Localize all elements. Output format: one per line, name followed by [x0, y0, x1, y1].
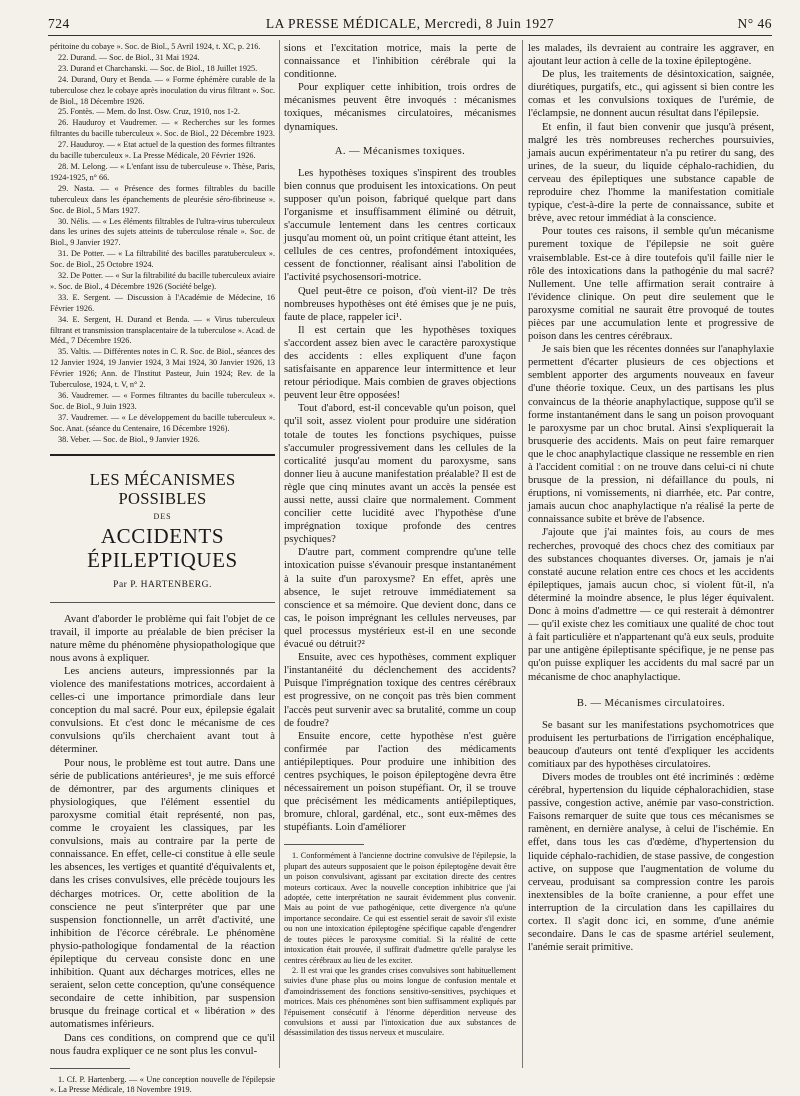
- column-2: [284, 42, 516, 1072]
- footnote: 1. Conformément à l'ancienne doctrine convulsive de l'épilepsie, la plupart des auteurs supposaient que le poison épileptogène devait être un poison convulsivant, agissant par excitation directe des centres moteurs corticaux. Avec la nouvelle conception inhibitrice que j'ai adoptée, cette interprétation ne saurait évidemment plus convenir. Mais au point de vue pathogénique, cette divergence n'a qu'une importance secondaire. Ce qui est essentiel serait de savoir s'il existe ou non une intoxication épileptogène spécifique capable d'engendrer de toutes pièces le paroxysme comitial. Si la réalité de cette intoxication était prouvée, il suffirait d'admettre qu'elle paralyse les centres cérébraux au lieu de les exciter.: [284, 851, 516, 965]
- reference-item: 28. M. Lelong. — « L'enfant issu de tuberculeuse ». Thèse, Paris, 1924-1925, n° 66.: [50, 161, 275, 182]
- body-paragraph: Pour expliquer cette inhibition, trois ordres de mécanismes peuvent être invoqués : mécanismes toxiques, mécanismes circulatoires, mécanismes dynamiques.: [284, 82, 516, 133]
- body-paragraph: Et enfin, il faut bien convenir que jusqu'à présent, malgré les très nombreuses recherches poursuivies, jamais aucun expérimentateur n'a pu retirer du sang, des urines, de la sueur, du liquide céphalo-rachidien, du cerveau des épileptiques une substance capable de reproduire chez l'homme la manifestation comitiale typique, c'est-à-dire la perte de connaissance, subite et brève, avec retour immédiat à la conscience.: [528, 121, 774, 225]
- reference-item: 24. Durand, Oury et Benda. — « Forme éphémère curable de la tuberculose chez le cobaye après inoculation du virus filtrant ». Soc. de Biol., 18 Décembre 1926.: [50, 74, 275, 106]
- body-paragraph: Pour toutes ces raisons, il semble qu'un mécanisme purement toxique de l'épilepsie ne soit guère vraisemblable. Est-ce à dire toutefois qu'il faille nier le rôle des intoxications dans la pathogénie du mal sacré? Nullement. Une telle affirmation serait contraire à l'évidence clinique. On peut dire seulement que le paroxysme comitial ne saurait être provoqué de toutes pièces par une accumulation lente et progressive de poison dans les centres cérébraux.: [528, 226, 774, 343]
- body-paragraph: Les hypothèses toxiques s'inspirent des troubles bien connus que produisent les intoxications. On peut supposer qu'un poison, fabriqué quelque part dans l'organisme et insuffisamment éliminé ou détruit, s'accumule lentement dans les centres corticaux jusqu'au moment où, un point critique étant atteint, les cellules de ces centres, profondément intoxiquées, cessent de fonctionner, réalisant ainsi l'abolition de l'activité psychosensori-motrice.: [284, 167, 516, 284]
- body-paragraph: Se basant sur les manifestations psychomotrices que produisent les perturbations de l'irrigation encéphalique, beaucoup d'auteurs ont tenté d'expliquer les accidents comitiaux par des hypothèses circulatoires.: [528, 719, 774, 770]
- column-1: [50, 42, 275, 1095]
- body-paragraph: De plus, les traitements de désintoxication, saignée, diurétiques, purgatifs, etc., qui agissent si bien contre les comas et les convulsions toxiques de l'urémie, de l'éclampsie, ne donnent aucun résultat dans l'épilepsie.: [528, 69, 774, 120]
- page-header: [48, 16, 772, 36]
- reference-item: 29. Nasta. — « Présence des formes filtrables du bacille tuberculeux dans les épanchements de pleurésie séro-fibrineuse ». Soc. de Biol., 5 Mars 1927.: [50, 183, 275, 215]
- section-heading-a: A. — Mécanismes toxiques.: [334, 145, 466, 157]
- reference-item: 36. Vaudremer. — « Formes filtrantes du bacille tuberculeux ». Soc. de Biol., 9 Juin 1923.: [50, 391, 275, 411]
- reference-item: 32. De Potter. — « Sur la filtrabilité du bacille tuberculeux aviaire ». Soc. de Biol., 4 Décembre 1926 (Société belge).: [50, 271, 275, 291]
- body-paragraph: Ensuite encore, cette hypothèse n'est guère confirmée par l'action des médicaments antiépileptiques. Pour produire une inhibition des centres psychiques, le poison épileptogène devra être nécessairement un poison stupéfiant. Or, il se trouve que précisément les médicaments antiépileptiques, bromure, chloral, gardénal, etc., sont eux-mêmes des stupéfiants. Loin d'améliorer: [284, 730, 516, 834]
- footnote: 1. Cf. P. Hartenberg. — « Une conception nouvelle de l'épilepsie ». La Presse Médicale, 18 Novembre 1919.: [50, 1074, 275, 1095]
- footnote-rule: [284, 844, 364, 845]
- body-paragraph: D'autre part, comment comprendre qu'une telle intoxication puisse s'évanouir presque instantanément à la suite d'un paroxysme? En effet, après une absence, le sujet retrouve immédiatement sa conscience et sa mémoire. Que devient donc, dans ce cas, le poison imprégnant les cellules nerveuses, par quel processus mystérieux est-il en une seconde évacué ou détruit?²: [284, 547, 516, 651]
- article-title-line1: LES MÉCANISMES POSSIBLES: [89, 469, 236, 508]
- body-paragraph: Ensuite, avec ces hypothèses, comment expliquer l'instantanéité du déclenchement des accidents? Puisque l'imprégnation toxique des centres cérébraux est progressive, on ne conçoit pas très bien comment l'accès peut survenir avec sa brutalité, comme un coup de foudre?: [284, 652, 516, 729]
- body-paragraph: J'ajoute que j'ai maintes fois, au cours de mes recherches, provoqué des chocs chez des comitiaux par des substances choquantes diverses. Or, jamais je n'ai constaté aucune relation entre ces chocs et les accidents épileptiques, jamais aucun choc, si violent fût-il, n'a déterminé la moindre absence, le plus léger équivalent. Donc à moins d'admettre — ce qui resterait à démontrer — qu'il existe chez les comitiaux une qualité de choc tout à fait particulière et n'appartenant qu'à eux seuls, produite par une antigène épileptisante spécifique, je ne pense pas qu'on puisse expliquer les accidents du mal sacré par un mécanisme de choc anaphylactique.: [528, 527, 774, 683]
- article-title-line2: DES: [153, 511, 172, 521]
- footnote: 2. Il est vrai que les grandes crises convulsives sont habituellement suivies d'une phase plus ou moins longue de confusion mentale et d'amoindrissement des fonctions sensitivo-sensitives, psychiques et motrices. Mais ces phénomènes sont bien suffisamment expliqués par l'épuisement consécutif à l'énorme déperdition nerveuse des convulsions et aussi par l'intoxication due aux substances de désassimilation des tissus nerveux et musculaire.: [284, 965, 516, 1038]
- reference-item: 26. Hauduroy et Vaudremer. — « Recherches sur les formes filtrantes du bacille tuberculeux ». Soc. de Biol., 22 Décembre 1923.: [50, 118, 275, 139]
- body-paragraph: Les anciens auteurs, impressionnés par la violence des manifestations motrices, accordaient à celles-ci une importance primordiale dans leur conception du mal sacré. Pour eux, épilepsie égalait convulsions. Et c'est donc le mécanisme de ces convulsions qu'ils cherchaient avant tout à déterminer.: [50, 665, 275, 756]
- header-rule: [48, 35, 772, 36]
- body-paragraph: Dans ces conditions, on comprend que ce qu'il nous faudra expliquer ce ne sont plus les convul-: [50, 1032, 275, 1057]
- column-3: [528, 42, 774, 1072]
- body-paragraph: Divers modes de troubles ont été incriminés : œdème cérébral, hypertension du liquide céphalorachidien, stase passive, congestion active, anémie par vaso-constriction. Faisons remarquer de suite que tous ces mécanismes se ramènent, en dernière analyse, à celui de l'ischémie. En effet, dans tous les cas d'œdème, d'hypertension du liquide céphalo-rachidien, de stase passive, de congestion active, on suppose que l'augmentation de volume du cerveau, produisant sa compression contre les parois inextensibles de la boîte cranienne, a pour effet une interruption de la circulation dans les capillaires du cortex. Il s'agit donc ici, en somme, d'une anémie secondaire. Dans le cas de spasme artériel seulement, l'anémie serait primitive.: [528, 771, 774, 954]
- article-title-line3: ACCIDENTS ÉPILEPTIQUES: [87, 523, 238, 572]
- body-paragraph: Je sais bien que les récentes données sur l'anaphylaxie permettent d'écarter plusieurs de ces objections et semblent apporter des arguments nouveaux en faveur d'une théorie toxique. Ceux, un des partisans les plus convaincus de la théorie anaphylactique, suppose qu'il se forme instantanément dans le sang un poison provoquant le paroxysme par un choc brutal. Ainsi s'expliquerait la brusquerie des accidents. Mais on peut faire remarquer que le choc anaphylactique classique ne ressemble en rien à l'accident comitial : on ne trouve dans celui-ci ni chute brusque de la pression, ni défaillance du pouls, ni éruptions, ni vomissements, ni diarrhée, etc. Par contre, jamais aucun choc anaphylactique n'a réalisé la perte de connaissance subite et brève de l'absence.: [528, 344, 774, 526]
- reference-item: 37. Vaudremer. — « Le développement du bacille tuberculeux ». Soc. Anat. (séance du Centenaire, 16 Décembre 1926).: [50, 412, 275, 433]
- reference-item: 35. Valtis. — Différentes notes in C. R. Soc. de Biol., séances des 12 Janvier 1924, 19 Janvier 1924, 3 Mai 1924, 30 Janvier 1926, 13 Février 1926; Ann. de l'Institut Pasteur, Juin 1924; Rev. de la Tuberculose, 1924, t. V, n° 2.: [50, 347, 275, 390]
- reference-item: 22. Durand. — Soc. de Biol., 31 Mai 1924.: [58, 52, 200, 62]
- reference-item: 38. Veber. — Soc. de Biol., 9 Janvier 1926.: [58, 434, 200, 444]
- article-byline: Par P. HARTENBERG.: [113, 579, 212, 590]
- column-divider: [279, 40, 280, 1068]
- reference-item: 25. Fontès. — Mem. do Inst. Osw. Cruz, 1910, nos 1-2.: [58, 107, 240, 117]
- reference-item: 33. E. Sergent. — Discussion à l'Académie de Médecine, 16 Février 1926.: [50, 292, 275, 313]
- footnote-rule: [50, 1068, 130, 1069]
- body-paragraph: sions et l'excitation motrice, mais la perte de connaissance et l'inhibition cérébrale qui la conditionne.: [284, 43, 516, 81]
- reference-item: 27. Hauduroy. — « Etat actuel de la question des formes filtrantes du bacille tuberculeux ». La Presse Médicale, 20 Février 1926.: [50, 140, 275, 161]
- reference-item: 23. Durand et Charchanski. — Soc. de Biol., 18 Juillet 1925.: [58, 63, 258, 73]
- journal-title: LA PRESSE MÉDICALE, Mercredi, 8 Juin 1927: [265, 16, 555, 31]
- section-heading-b: B. — Mécanismes circulatoires.: [576, 697, 726, 709]
- article-title-block: [50, 454, 275, 603]
- page-number: 724: [48, 16, 70, 31]
- body-paragraph: Tout d'abord, est-il concevable qu'un poison, quel qu'il soit, assez violent pour produire une sidération totale de toutes les fonctions psychiques, puisse s'accumuler progressivement dans les cellules de la corticalité jusqu'au moment du paroxysme, sans donner lieu à aucune manifestation préalable? Il est de règle que cinq minutes avant un accès la pensée est aussi nette, aussi claire que normalement. Comment concilier cette lucidité avec l'hypothèse d'une imprégnation toxique profonde des centres psychiques?: [284, 403, 516, 546]
- column-divider: [522, 40, 523, 1068]
- reference-item: 31. De Potter. — « La filtrabilité des bacilles paratuberculeux ». Soc. de Biol., 25 Octobre 1924.: [50, 249, 275, 270]
- reference-list: [50, 42, 275, 446]
- body-paragraph: Il est certain que les hypothèses toxiques s'accordent assez bien avec le caractère paroxystique des accidents : elles expliquent d'une façon satisfaisante en apparence leur intermittence et leur retour périodique. Mais combien de graves objections peuvent leur être opposées!: [284, 324, 516, 402]
- issue-number: N° 46: [737, 16, 772, 31]
- reference-item: 34. E. Sergent, H. Durand et Benda. — « Virus tuberculeux filtrant et transmission transplacentaire de la tuberculose ». Acad. de Méd., 7 Décembre 1926.: [50, 314, 275, 346]
- body-paragraph: Pour nous, le problème est tout autre. Dans une série de publications antérieures¹, je me suis efforcé de démontrer, par des arguments cliniques et physiologiques, que l'élément essentiel du paroxysme comitial était représenté, non pas, comme le croyaient les classiques, par les convulsions, mais au contraire par la perte de connaissance. En effet, celle-ci constitue à elle seule les absences, les vertiges et quantité d'équivalents et, dans les crises convulsives, elle précède toujours les décharges motrices. Or, cette abolition de la conscience ne peut s'interpréter que par une suspension fonctionnelle, un arrêt d'activité, une inhibition de l'écorce cérébrale. Le phénomène physio-pathologique fondamental de la réaction épileptique du cerveau consiste donc en une inhibition. Quant aux décharges motrices, elles ne seraient, selon cette conception, qu'une conséquence secondaire de cette inhibition, par suspension brusque du freinage cortical et « libération » des automatismes inférieurs.: [50, 757, 275, 1031]
- reference-item: péritoine du cobaye ». Soc. de Biol., 5 Avril 1924, t. XC, p. 216.: [50, 42, 261, 51]
- body-paragraph: Quel peut-être ce poison, d'où vient-il? De très nombreuses hypothèses ont été émises que je ne puis, faute de place, rappeler ici¹.: [284, 285, 516, 323]
- reference-item: 30. Nélis. — « Les éléments filtrables de l'ultra-virus tuberculeux dans les urines des sujets atteints de tuberculose rénale ». Soc. de Biol., 9 Janvier 1927.: [50, 216, 275, 248]
- body-paragraph: les malades, ils devraient au contraire les aggraver, en ajoutant leur action à celle de la toxine épileptogène.: [528, 43, 774, 68]
- body-paragraph: Avant d'aborder le problème qui fait l'objet de ce travail, il importe au préalable de bien préciser la nature même du phénomène physiopathologique que nous avons à expliquer.: [50, 613, 275, 664]
